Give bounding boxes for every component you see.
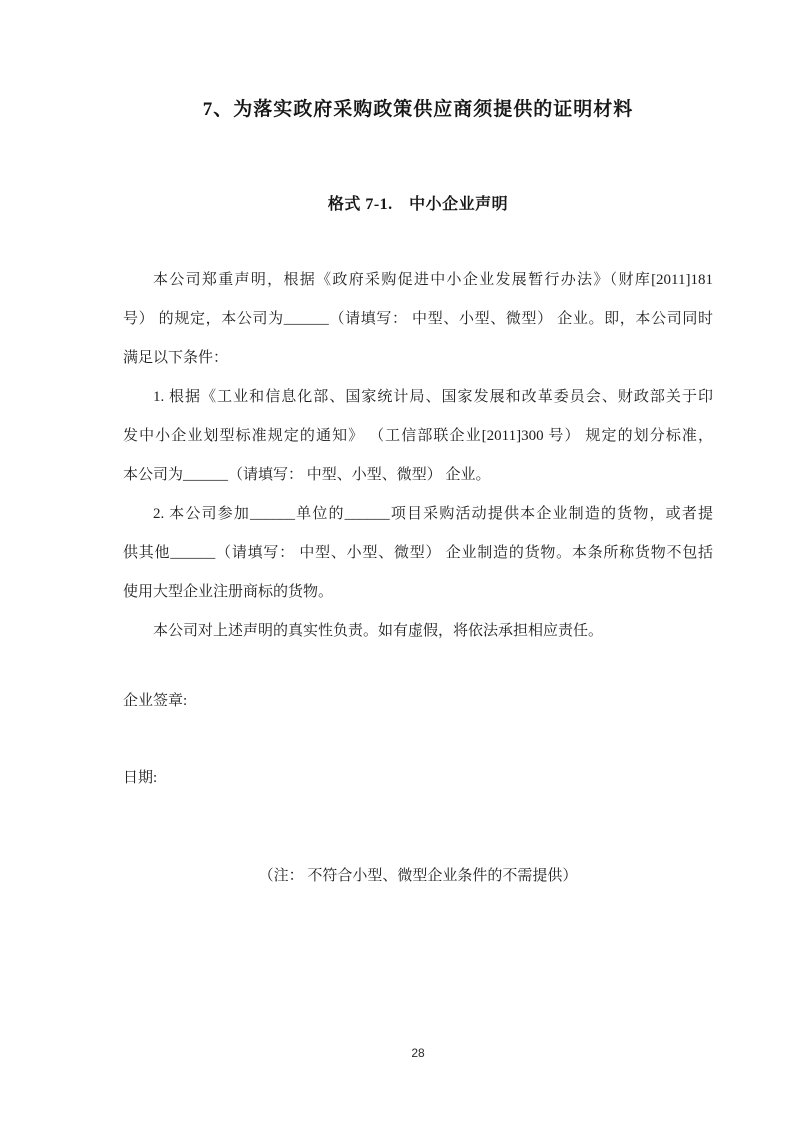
paragraph-1-line-3: 满足以下条件： (123, 350, 229, 366)
paragraph-2-line-1: 1. 根据《工业和信息化部、国家统计局、国家发展和改革委员会、财政部关于印 (153, 389, 713, 405)
paragraph-1-line-2: 号） 的规定，本公司为______（请填写： 中型、小型、微型） 企业。即，本公司同时 (123, 311, 713, 327)
form-title: 格式 7-1. 中小企业声明 (327, 196, 509, 213)
paragraph-2-line-3: 本公司为______（请填写： 中型、小型、微型） 企业。 (123, 467, 491, 483)
page-number: 28 (411, 1046, 425, 1060)
paragraph-3-line-3: 使用大型企业注册商标的货物。 (123, 584, 334, 600)
paragraph-1-line-1: 本公司郑重声明，根据《政府采购促进中小企业发展暂行办法》（财库[2011]181 (153, 272, 713, 288)
company-seal-label: 企业签章: (123, 693, 188, 709)
paragraph-2-line-2: 发中小企业划型标准规定的通知》 （工信部联企业[2011]300 号） 规定的划分标准， (123, 428, 713, 444)
paragraph-3-line-2: 供其他______（请填写： 中型、小型、微型） 企业制造的货物。本条所称货物不包括 (123, 545, 713, 561)
paragraph-3-line-1: 2. 本公司参加______单位的______项目采购活动提供本企业制造的货物，或者提 (153, 506, 713, 522)
note-line: （注： 不符合小型、微型企业条件的不需提供） (258, 868, 578, 884)
date-label: 日期: (123, 770, 158, 786)
section-title: 7、为落实政府采购政策供应商须提供的证明材料 (202, 99, 634, 120)
declaration-body (123, 261, 713, 651)
paragraph-4-line-1: 本公司对上述声明的真实性负责。如有虚假，将依法承担相应责任。 (153, 623, 604, 639)
